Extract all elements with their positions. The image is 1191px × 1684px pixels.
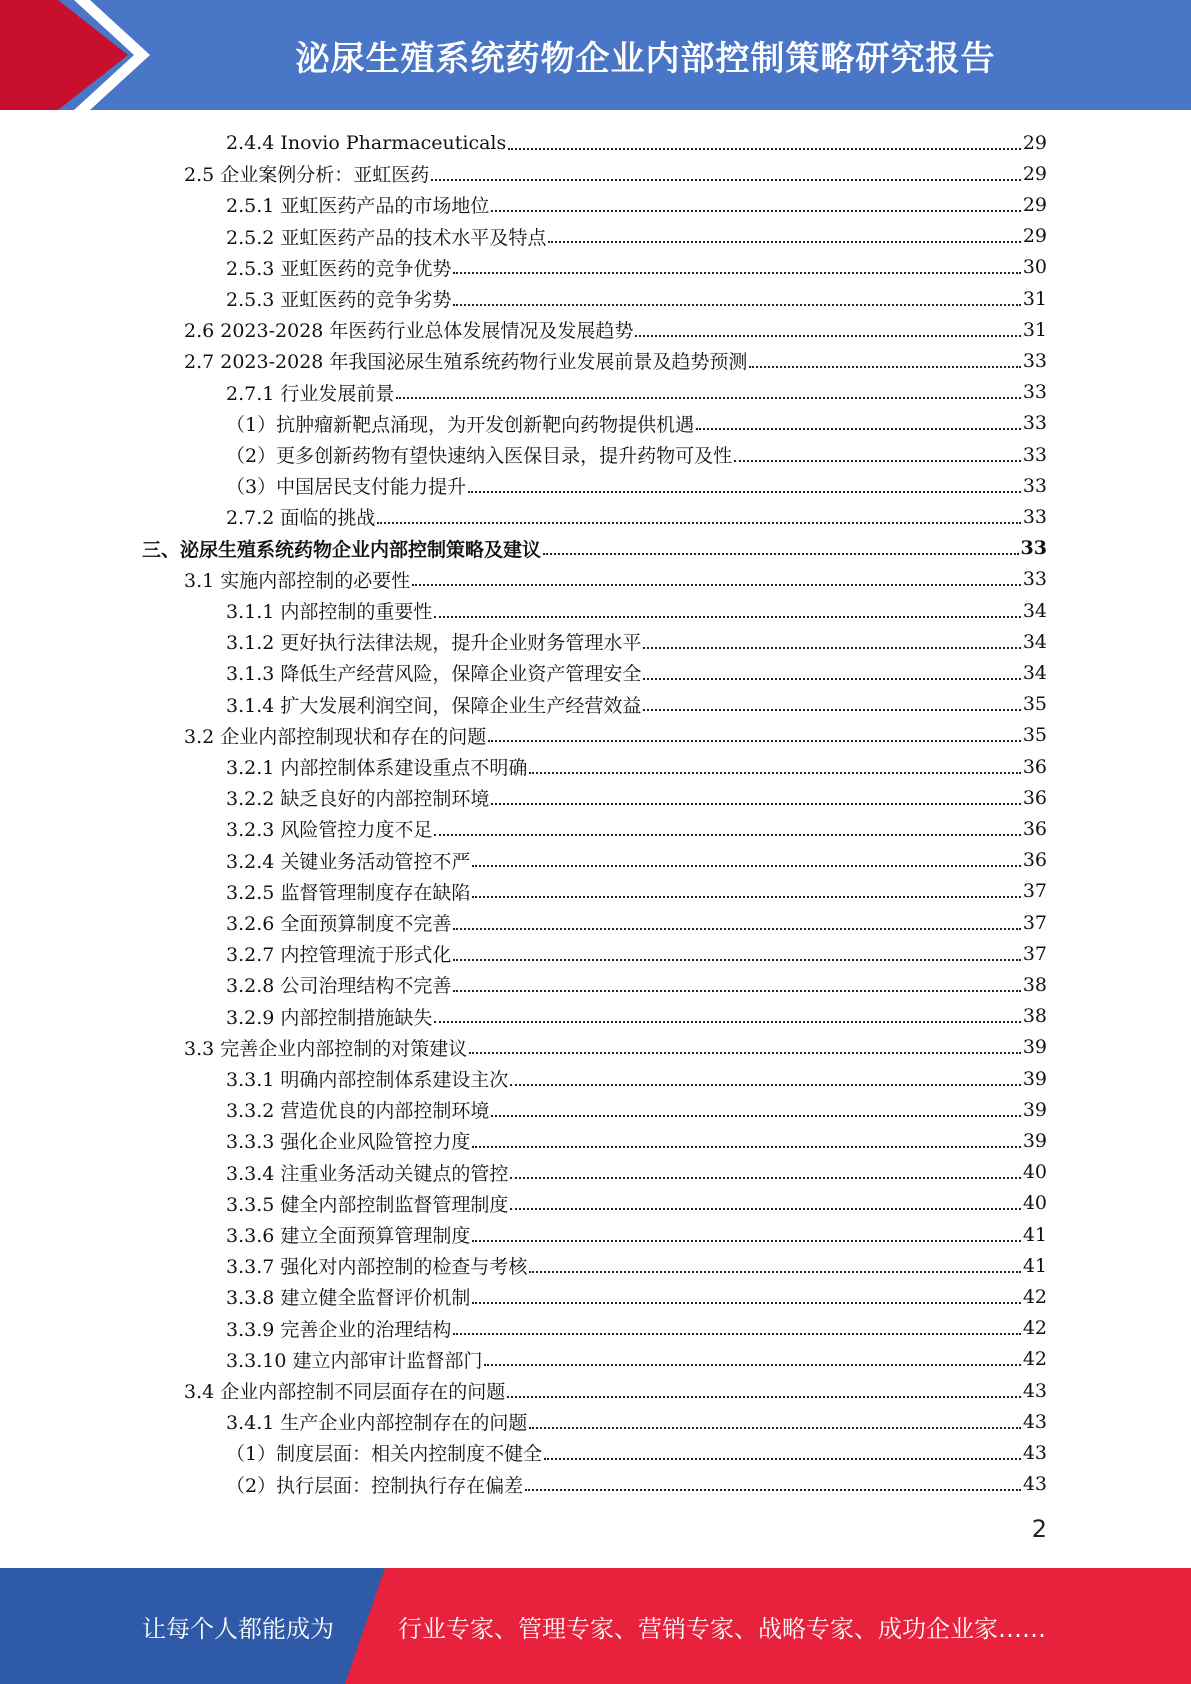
toc-entry-label: 3.1.2 更好执行法律法规，提升企业财务管理水平	[226, 632, 642, 655]
toc-entry-label: 3.1.4 扩大发展利润空间，保障企业生产经营效益	[226, 694, 642, 717]
toc-dot-leader	[544, 1458, 1021, 1460]
toc-dot-leader	[396, 397, 1020, 399]
toc-entry-page: 29	[1022, 162, 1047, 185]
toc-entry[interactable]	[184, 720, 1047, 751]
toc-entry[interactable]	[226, 689, 1047, 720]
toc-entry-label: 3.2.6 全面预算制度不完善	[226, 913, 452, 935]
toc-entry[interactable]	[226, 283, 1047, 314]
toc-entry[interactable]	[226, 626, 1047, 657]
toc-entry-page: 33	[1020, 537, 1047, 560]
toc-entry-label: 2.5.3 亚虹医药的竞争劣势	[226, 289, 452, 311]
toc-entry[interactable]	[226, 501, 1047, 532]
toc-dot-leader	[525, 1489, 1021, 1491]
toc-entry[interactable]	[226, 1001, 1047, 1032]
toc-entry-page: 37	[1022, 942, 1047, 965]
toc-dot-leader	[510, 1084, 1020, 1086]
toc-entry-label: 3.1.3 降低生产经营风险，保障企业资产管理安全	[226, 663, 642, 686]
toc-dot-leader	[412, 584, 1021, 586]
toc-dot-leader	[510, 1177, 1020, 1179]
toc-entry-page: 43	[1022, 1410, 1047, 1433]
toc-entry[interactable]	[226, 1469, 1047, 1500]
toc-entry-label: 2.7.2 面临的挑战	[226, 507, 376, 530]
toc-entry[interactable]	[226, 1344, 1047, 1375]
toc-entry-label: 3.3 完善企业内部控制的对策建议	[184, 1037, 468, 1060]
toc-entry-page: 29	[1022, 225, 1047, 248]
toc-entry-page: 36	[1022, 786, 1047, 809]
toc-dot-leader	[472, 865, 1020, 867]
toc-entry-page: 33	[1022, 568, 1047, 591]
toc-entry-page: 34	[1022, 630, 1047, 653]
toc-dot-leader	[453, 990, 1020, 992]
toc-entry-label: 3.2.1 内部控制体系建设重点不明确	[226, 757, 528, 779]
toc-entry[interactable]	[226, 1219, 1047, 1250]
toc-entry[interactable]	[226, 969, 1047, 1000]
toc-entry-label: 3.3.7 强化对内部控制的检查与考核	[226, 1256, 528, 1279]
toc-dot-leader	[453, 928, 1020, 930]
toc-entry[interactable]	[226, 813, 1047, 844]
toc-entry[interactable]	[142, 533, 1047, 564]
toc-dot-leader	[434, 616, 1020, 618]
toc-entry[interactable]	[226, 595, 1047, 626]
toc-dot-leader	[453, 959, 1020, 961]
toc-entry[interactable]	[226, 127, 1047, 158]
toc-dot-leader	[434, 834, 1020, 836]
toc-dot-leader	[469, 1052, 1021, 1054]
toc-dot-leader	[491, 1115, 1020, 1117]
toc-entry-label: 2.7.1 行业发展前景	[226, 382, 395, 405]
toc-dot-leader	[510, 1208, 1020, 1210]
toc-entry-label: 3.2 企业内部控制现状和存在的问题	[184, 725, 487, 748]
toc-entry-page: 38	[1022, 1005, 1047, 1028]
toc-entry-page: 39	[1022, 1067, 1047, 1090]
toc-entry[interactable]	[184, 314, 1047, 345]
toc-entry-page: 29	[1022, 193, 1047, 216]
toc-entry-label: 三、泌尿生殖系统药物企业内部控制策略及建议	[142, 538, 542, 561]
toc-entry-label: 3.2.4 关键业务活动管控不严	[226, 850, 471, 873]
toc-entry-label: 3.3.1 明确内部控制体系建设主次	[226, 1069, 509, 1091]
toc-entry-page: 37	[1022, 880, 1047, 903]
toc-entry-page: 31	[1022, 318, 1047, 341]
toc-entry[interactable]	[184, 158, 1047, 189]
toc-entry-label: 3.1.1 内部控制的重要性	[226, 601, 433, 623]
toc-dot-leader	[548, 241, 1020, 243]
toc-dot-leader	[529, 772, 1020, 774]
toc-entry-page: 33	[1022, 443, 1047, 466]
toc-dot-leader	[491, 210, 1020, 212]
toc-entry-label: 3.3.5 健全内部控制监督管理制度	[226, 1193, 509, 1216]
page-header	[0, 0, 1191, 110]
toc-entry-page: 40	[1022, 1161, 1047, 1184]
toc-entry-label: 3.3.10 建立内部审计监督部门	[226, 1349, 483, 1372]
toc-entry[interactable]	[226, 252, 1047, 283]
toc-entry[interactable]	[226, 221, 1047, 252]
toc-entry[interactable]	[226, 938, 1047, 969]
report-title: 泌尿生殖系统药物企业内部控制策略研究报告	[295, 38, 996, 79]
toc-entry[interactable]	[226, 189, 1047, 220]
toc-entry-label: 3.2.2 缺乏良好的内部控制环境	[226, 788, 490, 811]
toc-dot-leader	[472, 896, 1020, 898]
toc-entry-page: 43	[1022, 1441, 1047, 1464]
toc-entry-label: 3.3.8 建立健全监督评价机制	[226, 1287, 471, 1310]
toc-dot-leader	[453, 304, 1020, 306]
toc-entry-page: 33	[1022, 349, 1047, 372]
toc-entry-label: 3.2.7 内控管理流于形式化	[226, 944, 452, 967]
toc-entry[interactable]	[226, 1157, 1047, 1188]
toc-entry[interactable]	[226, 907, 1047, 938]
toc-entry[interactable]	[226, 751, 1047, 782]
toc-entry-label: （2）执行层面：控制执行存在偏差	[226, 1474, 524, 1497]
toc-entry-label: 3.2.3 风险管控力度不足	[226, 819, 433, 842]
toc-entry[interactable]	[226, 1094, 1047, 1125]
toc-entry[interactable]	[226, 439, 1047, 470]
toc-dot-leader	[434, 1021, 1020, 1023]
toc-entry-page: 35	[1022, 724, 1047, 747]
toc-entry-page: 42	[1022, 1348, 1047, 1371]
toc-entry-page: 29	[1022, 131, 1047, 154]
toc-entry-label: 2.5.2 亚虹医药产品的技术水平及特点	[226, 226, 547, 249]
toc-entry-label: 2.7 2023-2028 年我国泌尿生殖系统药物行业发展前景及趋势预测	[184, 351, 748, 374]
toc-dot-leader	[491, 803, 1020, 805]
toc-entry[interactable]	[226, 1063, 1047, 1094]
toc-dot-leader	[468, 491, 1021, 493]
toc-dot-leader	[508, 148, 1021, 150]
toc-entry[interactable]	[226, 876, 1047, 907]
toc-dot-leader	[529, 1427, 1020, 1429]
toc-entry-page: 38	[1022, 973, 1047, 996]
toc-entry[interactable]	[226, 1406, 1047, 1437]
toc-dot-leader	[643, 709, 1020, 711]
toc-entry[interactable]	[226, 377, 1047, 408]
toc-entry-label: 3.2.5 监督管理制度存在缺陷	[226, 881, 471, 904]
toc-entry-label: 3.3.6 建立全面预算管理制度	[226, 1225, 471, 1247]
toc-entry-label: 2.4.4 Inovio Pharmaceuticals	[226, 131, 507, 154]
toc-entry-label: （2）更多创新药物有望快速纳入医保目录，提升药物可及性	[226, 445, 733, 467]
toc-entry[interactable]	[184, 564, 1047, 595]
toc-entry-page: 42	[1022, 1285, 1047, 1308]
footer-slogan-left: 让每个人都能成为	[142, 1614, 334, 1643]
toc-entry-label: 2.5 企业案例分析：亚虹医药	[184, 164, 430, 187]
toc-entry-page: 31	[1022, 287, 1047, 310]
toc-entry-page: 33	[1022, 412, 1047, 435]
footer-slogan-right: 行业专家、管理专家、营销专家、战略专家、成功企业家……	[398, 1614, 1046, 1643]
header-arrow-decoration	[0, 0, 160, 110]
toc-entry[interactable]	[226, 782, 1047, 813]
toc-entry-label: 3.3.9 完善企业的治理结构	[226, 1318, 452, 1341]
toc-entry-page: 34	[1022, 661, 1047, 684]
toc-entry-page: 39	[1022, 1036, 1047, 1059]
page-footer	[0, 1568, 1191, 1684]
toc-entry-page: 42	[1022, 1317, 1047, 1340]
toc-dot-leader	[431, 179, 1021, 181]
toc-dot-leader	[472, 1146, 1020, 1148]
toc-dot-leader	[484, 1364, 1020, 1366]
toc-dot-leader	[749, 366, 1020, 368]
toc-dot-leader	[507, 1396, 1021, 1398]
toc-entry-page: 34	[1022, 599, 1047, 622]
toc-entry-page: 33	[1022, 474, 1047, 497]
toc-entry-page: 40	[1022, 1192, 1047, 1215]
toc-entry-label: 2.5.1 亚虹医药产品的市场地位	[226, 195, 490, 218]
toc-dot-leader	[472, 1302, 1020, 1304]
toc-entry[interactable]	[226, 408, 1047, 439]
toc-dot-leader	[472, 1240, 1020, 1242]
toc-entry-page: 30	[1022, 256, 1047, 279]
toc-entry-page: 41	[1022, 1254, 1047, 1277]
toc-entry[interactable]	[226, 1250, 1047, 1281]
toc-entry-label: （1）制度层面：相关内控制度不健全	[226, 1443, 543, 1466]
toc-entry-label: （1）抗肿瘤新靶点涌现，为开发创新靶向药物提供机遇	[226, 413, 695, 436]
toc-entry[interactable]	[226, 845, 1047, 876]
toc-entry-page: 43	[1022, 1473, 1047, 1496]
toc-entry-page: 37	[1022, 911, 1047, 934]
toc-dot-leader	[453, 272, 1020, 274]
toc-entry-page: 36	[1022, 755, 1047, 778]
toc-entry[interactable]	[226, 1281, 1047, 1312]
toc-entry-label: 3.1 实施内部控制的必要性	[184, 569, 411, 592]
toc-entry-page: 35	[1022, 693, 1047, 716]
toc-entry-label: 3.2.8 公司治理结构不完善	[226, 975, 452, 998]
toc-entry-label: 3.2.9 内部控制措施缺失	[226, 1006, 433, 1029]
toc-dot-leader	[696, 428, 1021, 430]
toc-entry-page: 33	[1022, 505, 1047, 528]
toc-dot-leader	[453, 1333, 1020, 1335]
toc-dot-leader	[543, 553, 1019, 555]
toc-dot-leader	[643, 678, 1020, 680]
toc-entry[interactable]	[184, 345, 1047, 376]
toc-dot-leader	[643, 647, 1020, 649]
page-number: 2	[1031, 1515, 1047, 1543]
toc-entry-page: 39	[1022, 1098, 1047, 1121]
toc-entry[interactable]	[226, 1188, 1047, 1219]
toc-entry-label: 3.4.1 生产企业内部控制存在的问题	[226, 1412, 528, 1435]
toc-entry[interactable]	[226, 657, 1047, 688]
toc-dot-leader	[635, 335, 1020, 337]
toc-entry[interactable]	[184, 1375, 1047, 1406]
toc-entry-page: 39	[1022, 1129, 1047, 1152]
toc-entry-label: 2.5.3 亚虹医药的竞争优势	[226, 257, 452, 280]
toc-dot-leader	[377, 522, 1020, 524]
toc-entry-page: 36	[1022, 817, 1047, 840]
toc-entry-label: 3.3.4 注重业务活动关键点的管控	[226, 1162, 509, 1185]
toc-entry-label: （3）中国居民支付能力提升	[226, 476, 467, 499]
toc-entry-page: 43	[1022, 1379, 1047, 1402]
toc-dot-leader	[529, 1271, 1020, 1273]
toc-entry-label: 3.4 企业内部控制不同层面存在的问题	[184, 1381, 506, 1403]
toc-entry[interactable]	[184, 1032, 1047, 1063]
toc-entry[interactable]	[226, 1125, 1047, 1156]
toc-entry-label: 2.6 2023-2028 年医药行业总体发展情况及发展趋势	[184, 320, 634, 343]
toc-entry-label: 3.3.3 强化企业风险管控力度	[226, 1131, 471, 1154]
toc-entry[interactable]	[226, 1437, 1047, 1468]
toc-entry-page: 36	[1022, 849, 1047, 872]
toc-dot-leader	[734, 460, 1021, 462]
toc-entry-page: 33	[1022, 381, 1047, 404]
toc-entry[interactable]	[226, 470, 1047, 501]
toc-entry-page: 41	[1022, 1223, 1047, 1246]
toc-entry[interactable]	[226, 1313, 1047, 1344]
toc-dot-leader	[488, 740, 1021, 742]
toc-entry-label: 3.3.2 营造优良的内部控制环境	[226, 1100, 490, 1123]
